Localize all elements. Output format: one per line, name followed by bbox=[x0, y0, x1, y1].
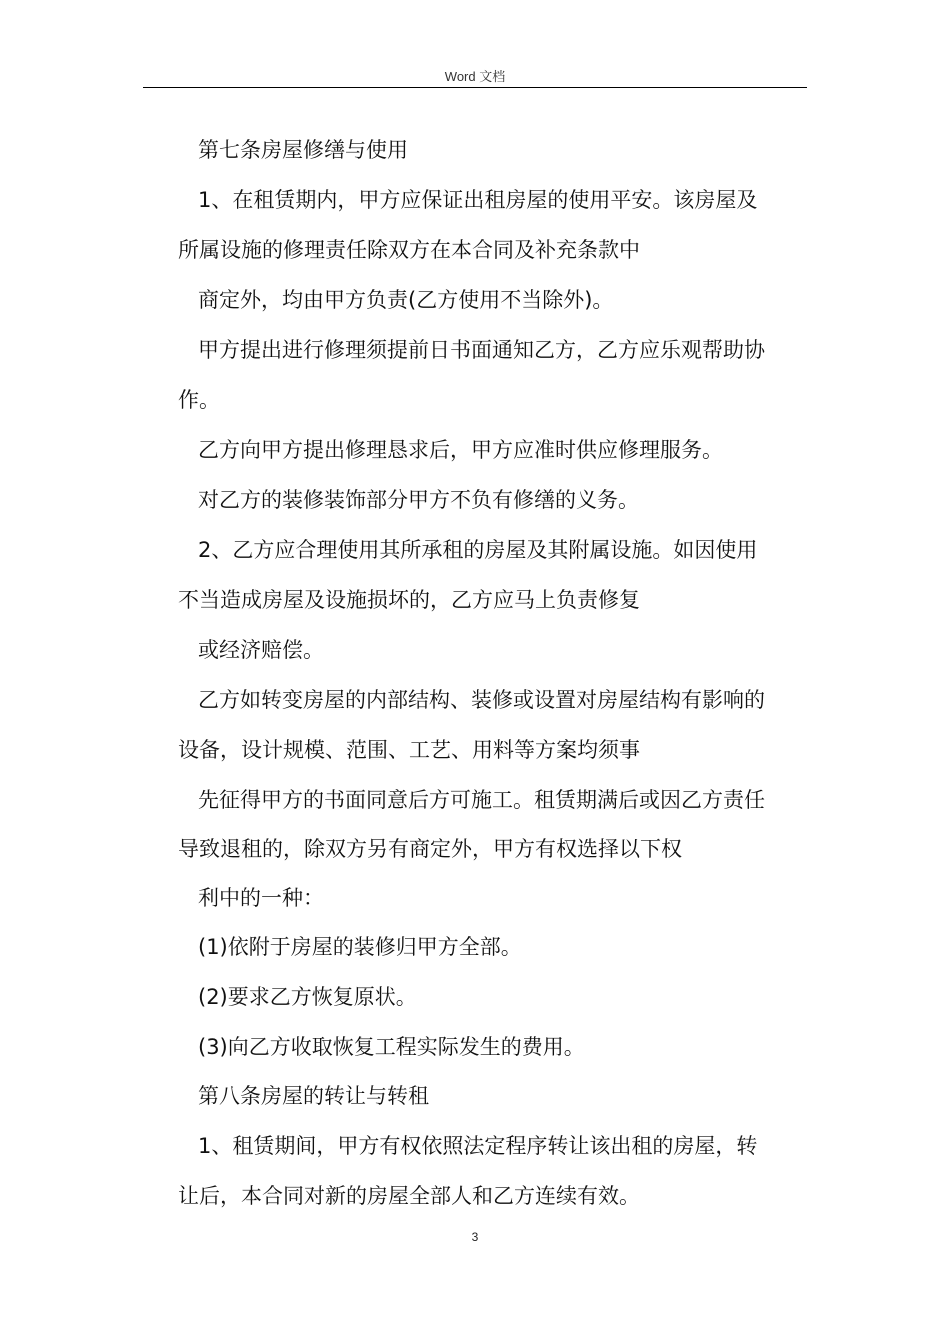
page-header-title: Word 文档 bbox=[444, 69, 506, 84]
paragraph-line: 作。 bbox=[178, 388, 220, 412]
list-item: (2)要求乙方恢复原状。 bbox=[198, 985, 417, 1009]
paragraph-line: 先征得甲方的书面同意后方可施工。租赁期满后或因乙方责任 bbox=[198, 788, 765, 812]
paragraph-line: 乙方向甲方提出修理恳求后，甲方应准时供应修理服务。 bbox=[198, 438, 723, 462]
paragraph-line: 让后，本合同对新的房屋全部人和乙方连续有效。 bbox=[178, 1184, 640, 1208]
paragraph-line: 1、在租赁期内，甲方应保证出租房屋的使用平安。该房屋及 bbox=[198, 188, 758, 212]
paragraph-line: 2、乙方应合理使用其所承租的房屋及其附属设施。如因使用 bbox=[198, 538, 758, 562]
header-divider bbox=[143, 87, 807, 88]
paragraph-line: 对乙方的装修装饰部分甲方不负有修缮的义务。 bbox=[198, 488, 639, 512]
paragraph-line: 设备，设计规模、范围、工艺、用料等方案均须事 bbox=[178, 738, 640, 762]
paragraph-line: 甲方提出进行修理须提前日书面通知乙方，乙方应乐观帮助协 bbox=[198, 338, 765, 362]
paragraph-line: 或经济赔偿。 bbox=[198, 638, 324, 662]
paragraph-line: 商定外，均由甲方负责(乙方使用不当除外)。 bbox=[198, 288, 614, 312]
list-item: (1)依附于房屋的装修归甲方全部。 bbox=[198, 935, 522, 959]
section-heading: 第八条房屋的转让与转租 bbox=[198, 1084, 429, 1108]
paragraph-line: 乙方如转变房屋的内部结构、装修或设置对房屋结构有影响的 bbox=[198, 688, 765, 712]
page-number: 3 bbox=[471, 1230, 479, 1244]
list-item: (3)向乙方收取恢复工程实际发生的费用。 bbox=[198, 1035, 585, 1059]
paragraph-line: 导致退租的，除双方另有商定外，甲方有权选择以下权 bbox=[178, 837, 682, 861]
paragraph-line: 不当造成房屋及设施损坏的，乙方应马上负责修复 bbox=[178, 588, 640, 612]
paragraph-line: 利中的一种： bbox=[198, 886, 324, 910]
paragraph-line: 所属设施的修理责任除双方在本合同及补充条款中 bbox=[178, 238, 640, 262]
paragraph-line: 1、租赁期间，甲方有权依照法定程序转让该出租的房屋，转 bbox=[198, 1134, 758, 1158]
section-heading: 第七条房屋修缮与使用 bbox=[198, 138, 408, 162]
